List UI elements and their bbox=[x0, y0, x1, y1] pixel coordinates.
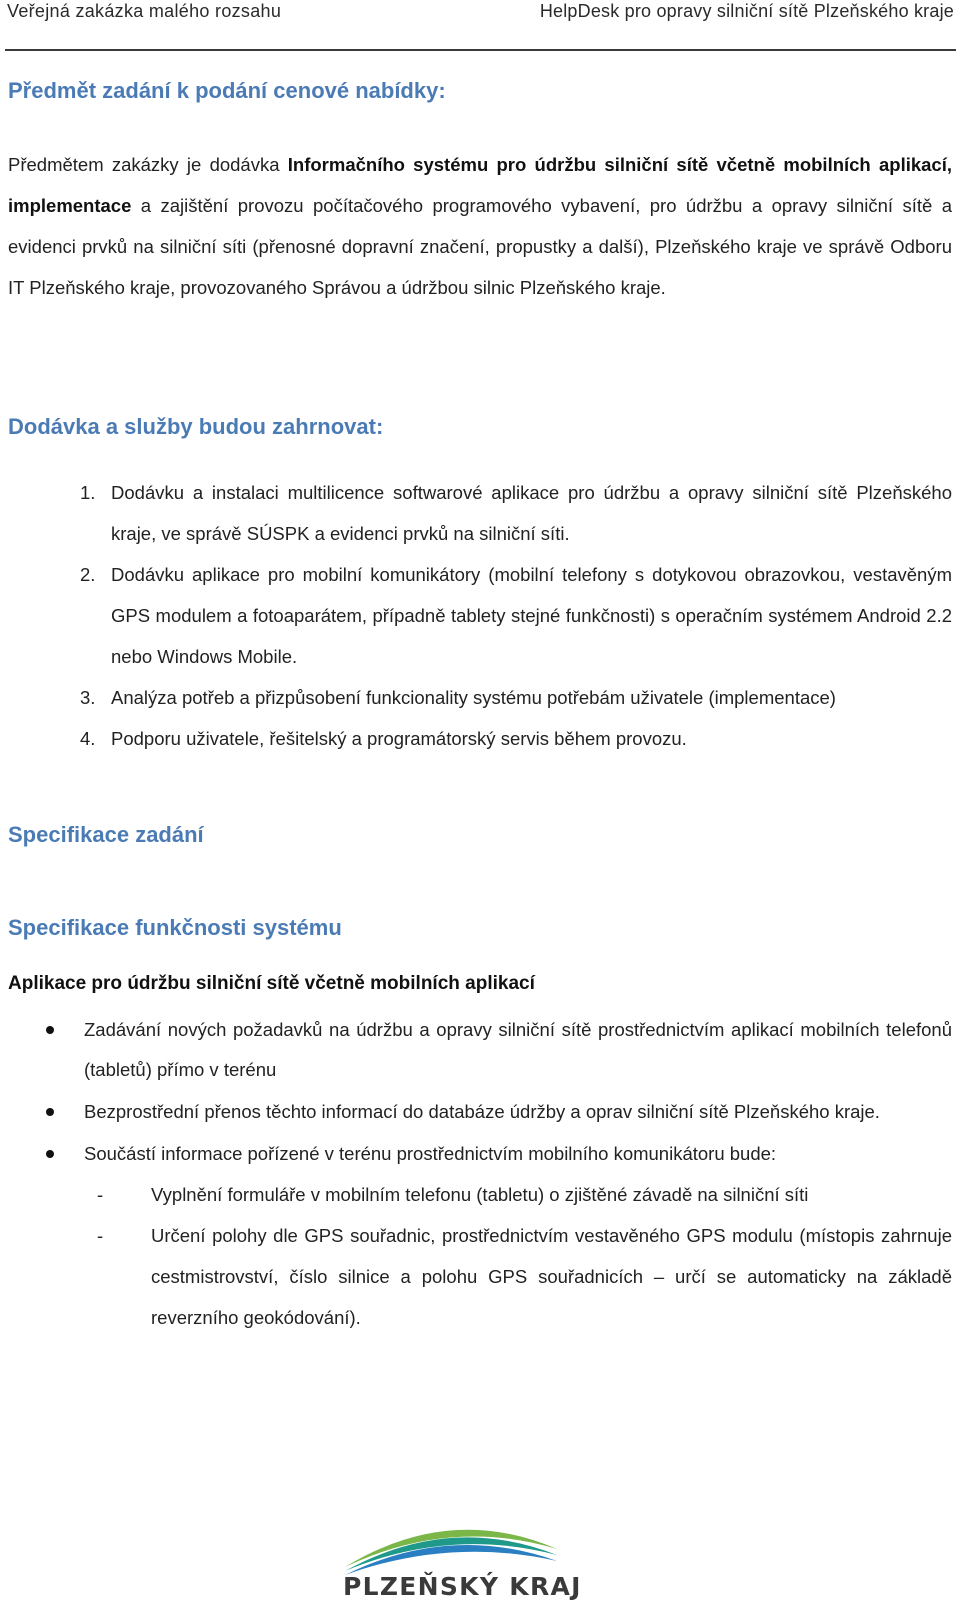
delivery-heading: Dodávka a služby budou zahrnovat: bbox=[8, 414, 384, 439]
list-number: 1. bbox=[80, 482, 96, 503]
dash-marker: - bbox=[97, 1225, 104, 1246]
list-number: 2. bbox=[80, 564, 96, 585]
list-item bbox=[0, 554, 952, 677]
list-item-text: Analýza potřeb a přizpůsobení funkcionality systému potřebám uživatele (implementace) bbox=[111, 687, 836, 708]
bullet-item bbox=[0, 1010, 952, 1090]
subject-text-part1: Předmětem zakázky je dodávka bbox=[8, 154, 288, 175]
subject-paragraph bbox=[8, 144, 952, 308]
subject-text-part2: a zajištění provozu počítačového programového vybavení, pro údržbu a opravy silniční sítě a evidenci prvků na silniční síti (přenosné dopravní značení, propustky a další), Plzeňského kraje ve správě Odboru IT Plzeňského kraje, provozovaného Správou a údržbou silnic Plzeňského kraje. bbox=[8, 195, 952, 298]
spec-func-heading: Specifikace funkčnosti systému bbox=[8, 915, 342, 940]
bullet-text: Bezprostřední přenos těchto informací do databáze údržby a oprav silniční sítě Plzeňského kraje. bbox=[84, 1101, 880, 1122]
list-item-text: Dodávku aplikace pro mobilní komunikátory (mobilní telefony s dotykovou obrazovkou, vestavěným GPS modulem a fotoaparátem, případně tablety stejné funkčnosti) s operačním systémem Android 2.2 nebo Windows Mobile. bbox=[111, 564, 952, 667]
app-subheading: Aplikace pro údržbu silniční sítě včetně mobilních aplikací bbox=[8, 973, 535, 994]
dash-marker: - bbox=[97, 1184, 104, 1205]
list-item-text: Podporu uživatele, řešitelský a programátorský servis během provozu. bbox=[111, 728, 687, 749]
page-header bbox=[5, 0, 956, 51]
bullet-item bbox=[0, 1134, 952, 1338]
dash-text: Vyplnění formuláře v mobilním telefonu (tabletu) o zjištěné závadě na silniční síti bbox=[151, 1184, 809, 1205]
bullet-text: Zadávání nových požadavků na údržbu a opravy silniční sítě prostřednictvím aplikací mobilních telefonů (tabletů) přímo v terénu bbox=[84, 1019, 952, 1080]
bullet-text: Součástí informace pořízené v terénu prostřednictvím mobilního komunikátoru bude: bbox=[84, 1143, 777, 1164]
spec-heading: Specifikace zadání bbox=[8, 822, 204, 847]
logo-text: PLZEŇSKÝ KRAJ bbox=[343, 1572, 582, 1601]
delivery-list bbox=[0, 472, 952, 759]
dash-text: Určení polohy dle GPS souřadnic, prostřednictvím vestavěného GPS modulu (místopis zahrnuje cestmistrovství, číslo silnice a polohu GPS souřadnicích – určí se automaticky na základě reverzního geokódování). bbox=[151, 1225, 952, 1328]
list-item bbox=[0, 677, 952, 718]
subject-text-bold: Informačního systému pro údržbu silniční sítě včetně mobilních aplikací, implementace bbox=[8, 154, 952, 216]
list-number: 3. bbox=[80, 687, 96, 708]
bullet-icon bbox=[46, 1108, 54, 1116]
bullet-icon bbox=[46, 1150, 54, 1158]
dash-item bbox=[0, 1174, 952, 1215]
list-item bbox=[0, 472, 952, 554]
header-right-text: HelpDesk pro opravy silniční sítě Plzeňského kraje bbox=[539, 1, 954, 21]
dash-item bbox=[0, 1215, 952, 1338]
bullet-item bbox=[0, 1092, 952, 1132]
bullet-list bbox=[0, 1010, 952, 1340]
dash-list bbox=[84, 1174, 952, 1338]
subject-heading: Předmět zadání k podání cenové nabídky: bbox=[8, 78, 446, 103]
list-number: 4. bbox=[80, 728, 96, 749]
header-left-text: Veřejná zakázka malého rozsahu bbox=[7, 1, 282, 21]
list-item-text: Dodávku a instalaci multilicence softwarové aplikace pro údržbu a opravy silniční sítě Plzeňského kraje, ve správě SÚSPK a evidenci prvků na silniční síti. bbox=[111, 482, 952, 544]
list-item bbox=[0, 718, 952, 759]
bullet-icon bbox=[46, 1026, 54, 1034]
